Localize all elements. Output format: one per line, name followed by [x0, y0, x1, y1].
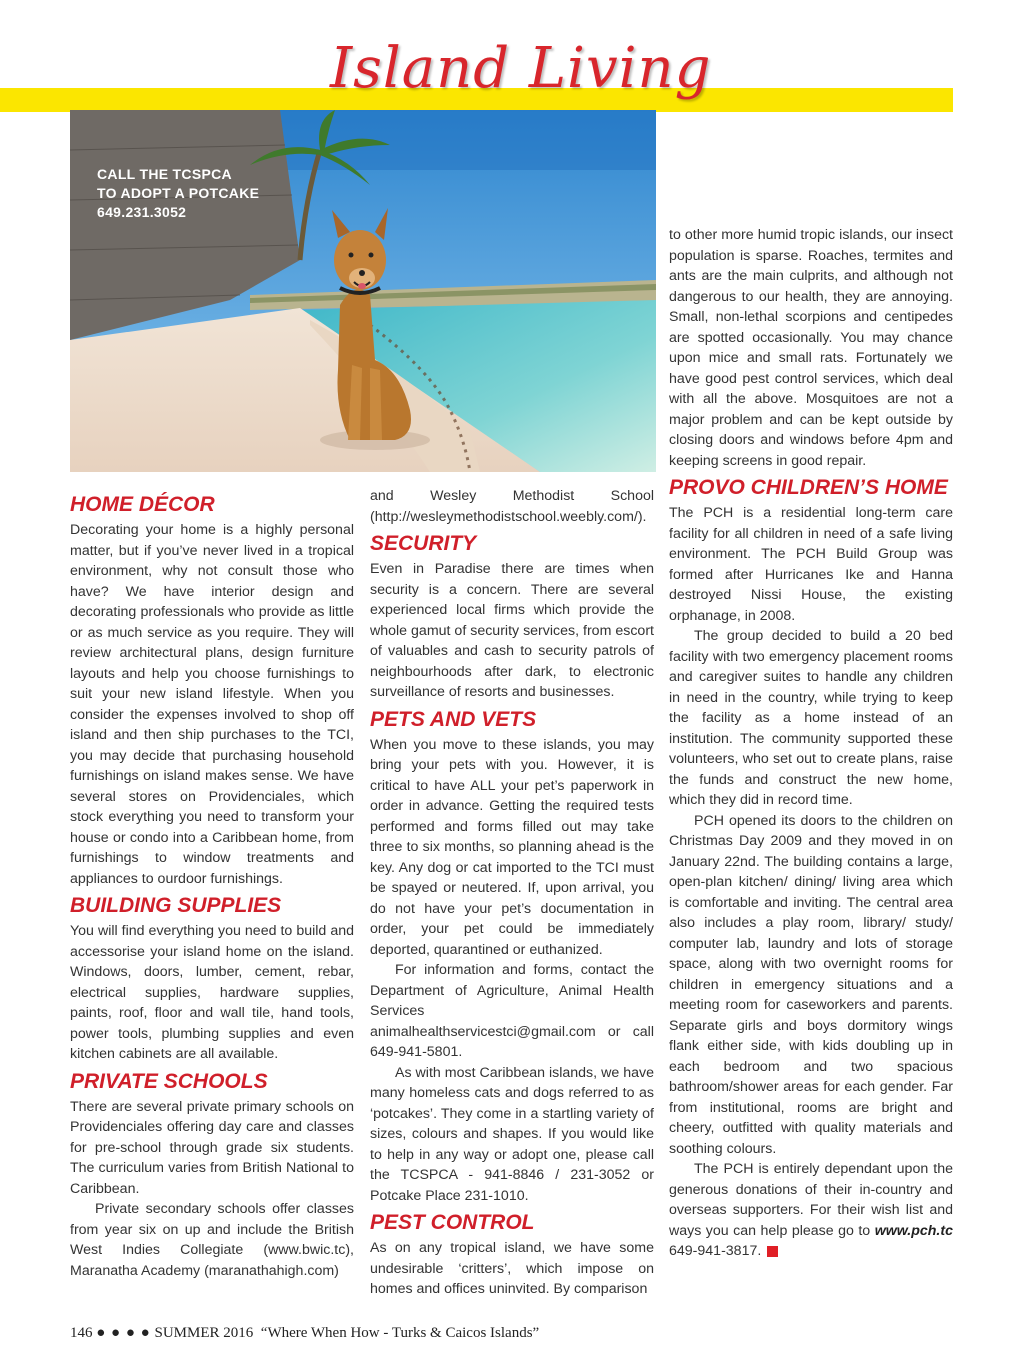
security-text: Even in Paradise there are times when security is a concern. There are several experienced local firms which provide the whole gamut of security services, from escort of valuables and cash to security patrols of neighbourhoods after dark, to electronic surveillance of resorts and businesses.: [370, 561, 654, 700]
home-decor-text: Decorating your home is a highly personal matter, but if you’ve never lived in a tropical environment, why not consult those who have? We have interior design and decorating professionals who provide as little or as much service as you require. They will review architectural plans, design furniture layouts and help you choose furnishings to suit your new island lifestyle. When you consider the expenses involved to shop off island and then ship purchases to the TCI, you may decide that purchasing household furnishings on island makes sense. We have several stores on Providenciales, which stock everything you need to transform your house or condo into a Caribbean home, from furnishings to window treatments and appliances to ourdoor furnishings.: [70, 522, 354, 887]
footer-dots: ● ● ● ●: [96, 1325, 151, 1341]
column-1: [70, 488, 354, 1281]
childrens-home-build-text: The group decided to build a 20 bed facility with two emergency placement rooms and caregiver suites to handle any children in need in the country, while trying to keep the facility as a home instead of an institution. The community supported these volunteers, who set out to create plans, raise the funds and construct the new home, which they did in record time.: [669, 628, 953, 808]
pets-vets-text: When you move to these islands, you may bring your pets with you. However, it is critical to have ALL your pet’s paperwork in order in advance. Getting the required tests performed and forms filled out may take three to six months, so planning ahead is the key. Any dog or cat imported to the TCI must be spayed or neutered. If, upon arrival, you do not have your pet’s documentation in order, your pet could be immediately deported, quarantined or euthanized.: [370, 736, 654, 958]
caption-line: CALL THE TCSPCA: [97, 166, 232, 182]
childrens-home-donations-text: [669, 1159, 953, 1262]
beach-dog-photo: [70, 110, 656, 472]
childrens-home-opening-text: PCH opened its doors to the children on Christmas Day 2009 and they moved in on January 22nd. The building contains a large, open-plan kitchen/ dining/ living area which is comfortable and inviting. The central area also includes a play room, library/ study/ computer lab, laundry and lots of storage space, along with two overnight rooms for children in emergency situations and a meeting room for caseworkers and parents. Separate girls and boys dormitory wings flank either side, with kids doubling up in each bedroom and two spacious bathroom/shower areas for each gender. Far from institutional, rooms are bright and cheery, outfitted with quality materials and soothing colours.: [669, 812, 953, 1157]
page-number: 146: [70, 1325, 93, 1341]
security-heading: SECURITY: [370, 532, 477, 555]
private-schools-text-2: Private secondary schools offer classes from year six on up and include the British West Indies Collegiate (www.bwic.tc), Maranatha Academy (maranathahigh.com): [70, 1201, 354, 1279]
page-footer: [70, 1325, 539, 1342]
pets-vets-contact-text: For information and forms, contact the Department of Agriculture, Animal Health Services animalhealthservicestci@gmail.com or call 649-941-5801.: [370, 962, 654, 1060]
adoption-caption: [97, 165, 259, 222]
childrens-home-text: The PCH is a residential long-term care facility for all children in need of a safe living environment. The PCH Build Group was formed after Hurricanes Ike and Hanna destroyed Nissi House, the existing orphanage, in 2008.: [669, 505, 953, 624]
pest-control-text: As on any tropical island, we have some undesirable ‘critters’, which impose on homes and offices uninvited. By comparison: [370, 1240, 654, 1297]
section-title: Island Living: [330, 36, 712, 101]
home-decor-heading: HOME DÉCOR: [70, 493, 215, 516]
issue-label: SUMMER 2016: [154, 1325, 254, 1341]
donations-text: The PCH is entirely dependant upon the generous donations of their in-country and overseas supporters. For their wish list and ways you can help please go to: [669, 1161, 953, 1239]
private-schools-text: There are several private primary schools on Providenciales offering day care and classes for pre-school through grade six students. The curriculum varies from British National to Caribbean.: [70, 1098, 354, 1197]
pest-control-continued-text: to other more humid tropic islands, our insect population is sparse. Roaches, termites and ants are the main culprits, and although not dangerous to our health, they are annoying. Small, non-lethal scorpions and centipedes are spotted occasionally. You may chance upon mice and small rats. Fortunately we have good pest control services, which deal with all the above. Mosquitoes are not a major problem and can be kept outside by closing doors and windows before 4pm and keeping screens in good repair.: [669, 227, 953, 469]
pch-phone: 649-941-3817.: [669, 1243, 762, 1259]
schools-continued-text: and Wesley Methodist School (http://wesleymethodistschool.weebly.com/).: [370, 488, 654, 525]
pest-control-heading: PEST CONTROL: [370, 1211, 535, 1234]
pets-vets-heading: PETS AND VETS: [370, 707, 537, 731]
pch-website-link[interactable]: www.pch.tc: [874, 1222, 953, 1239]
building-supplies-text: You will find everything you need to build and accessorise your island home on the island. Windows, doors, lumber, cement, rebar, electrical supplies, hardware supplies, paints, roof, floor and wall tile, hand tools, power tools, plumbing supplies and even kitchen cabinets are all available.: [70, 923, 354, 1062]
building-supplies-heading: BUILDING SUPPLIES: [70, 894, 282, 917]
end-of-article-mark: [767, 1246, 778, 1257]
caption-line: 649.231.3052: [97, 204, 187, 220]
potcakes-text: As with most Caribbean islands, we have many homeless cats and dogs referred to as ‘potcakes’. They come in a startling variety of sizes, colours and shapes. If you would like to help in any way or adopt one, please call the TCSPCA - 941-8846 / 231-3052 or Potcake Place 231-1010.: [370, 1064, 654, 1204]
publication-name: “Where When How - Turks & Caicos Islands”: [260, 1325, 540, 1341]
private-schools-heading: PRIVATE SCHOOLS: [70, 1069, 268, 1093]
column-3: [669, 225, 953, 1262]
column-2: [370, 486, 654, 1300]
childrens-home-heading: PROVO CHILDREN’S HOME: [669, 476, 948, 499]
caption-line: TO ADOPT A POTCAKE: [97, 185, 260, 201]
